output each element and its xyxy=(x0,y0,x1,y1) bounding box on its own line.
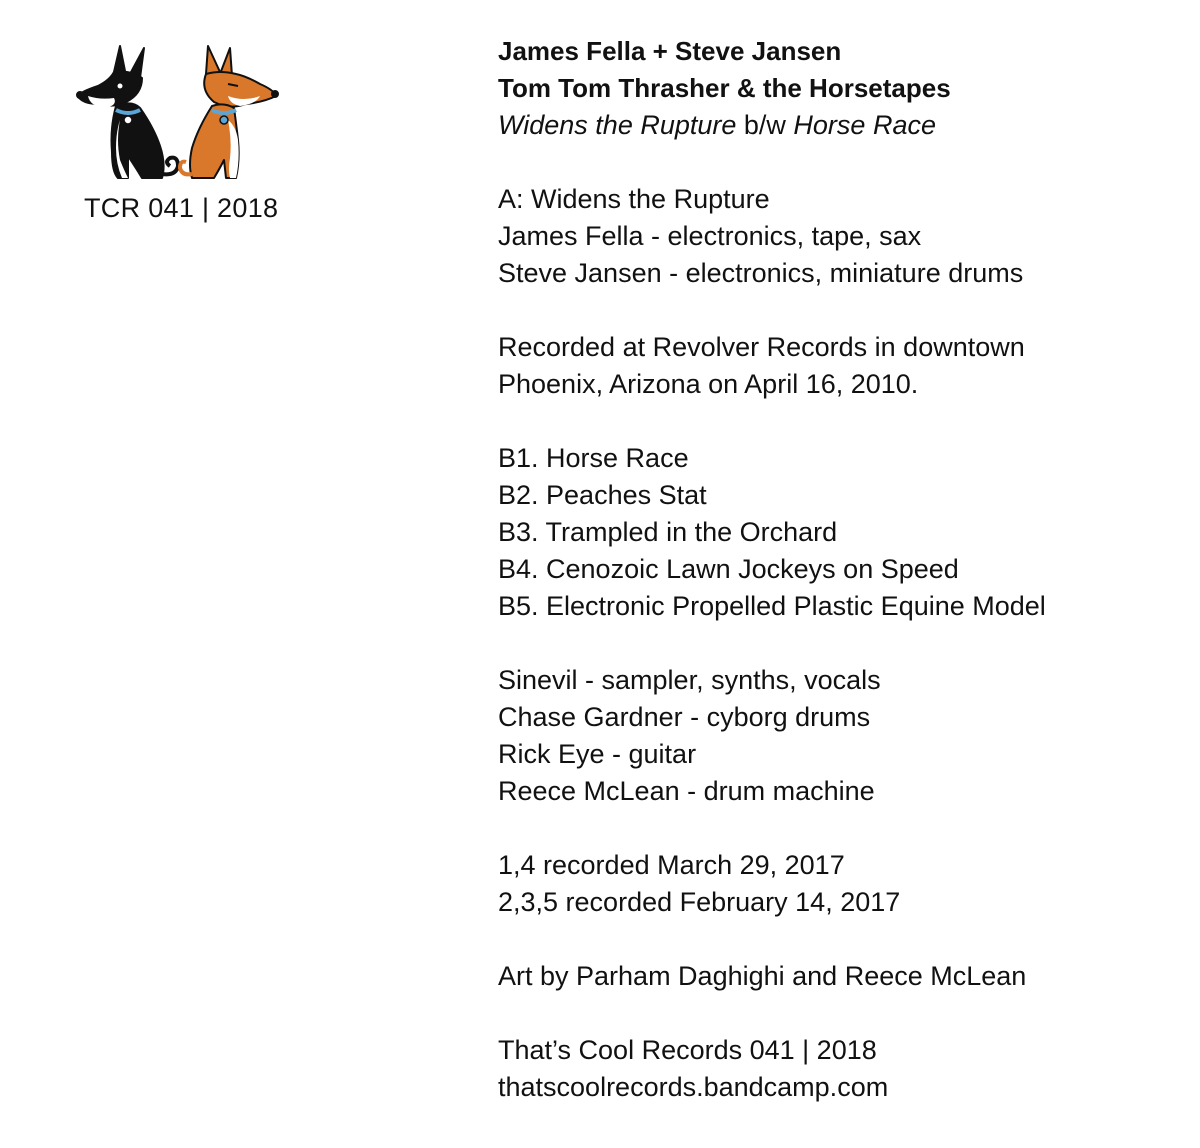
art-credit: Art by Parham Daghighi and Reece McLean xyxy=(498,961,1027,991)
catalog-number: TCR 041 | 2018 xyxy=(84,193,279,223)
recording-date: 2,3,5 recorded February 14, 2017 xyxy=(498,887,901,917)
spacer xyxy=(498,995,1188,1032)
spacer xyxy=(498,810,1188,847)
release-title xyxy=(498,107,1188,144)
side-b-credit: Rick Eye - guitar xyxy=(498,739,697,769)
recording-date: 1,4 recorded March 29, 2017 xyxy=(498,850,845,880)
spacer xyxy=(498,625,1188,662)
two-dogs-logo xyxy=(70,36,285,186)
spacer xyxy=(498,403,1188,440)
side-a-heading: A: Widens the Rupture xyxy=(498,184,770,214)
bandcamp-url: thatscoolrecords.bandcamp.com xyxy=(498,1072,889,1102)
side-b-credit: Reece McLean - drum machine xyxy=(498,776,875,806)
spacer xyxy=(498,292,1188,329)
side-a-credit: James Fella - electronics, tape, sax xyxy=(498,221,922,251)
orange-dog-icon xyxy=(180,46,278,178)
track-list-item: B3. Trampled in the Orchard xyxy=(498,517,838,547)
track-list-item: B4. Cenozoic Lawn Jockeys on Speed xyxy=(498,554,959,584)
title-separator: b/w xyxy=(736,110,794,140)
title-b: Horse Race xyxy=(793,110,936,140)
artist-line-2: Tom Tom Thrasher & the Horsetapes xyxy=(498,73,951,103)
artist-line-1: James Fella + Steve Jansen xyxy=(498,36,842,66)
side-b-credit: Sinevil - sampler, synths, vocals xyxy=(498,665,881,695)
side-a-recording-note: Phoenix, Arizona on April 16, 2010. xyxy=(498,369,919,399)
spacer xyxy=(498,144,1188,181)
spacer xyxy=(498,921,1188,958)
side-b-credit: Chase Gardner - cyborg drums xyxy=(498,702,871,732)
side-a-credit: Steve Jansen - electronics, miniature drums xyxy=(498,258,1024,288)
liner-notes xyxy=(498,33,1188,1106)
side-a-recording-note: Recorded at Revolver Records in downtown xyxy=(498,332,1025,362)
track-list-item: B1. Horse Race xyxy=(498,443,689,473)
track-list-item: B5. Electronic Propelled Plastic Equine Model xyxy=(498,591,1046,621)
label-line: That’s Cool Records 041 | 2018 xyxy=(498,1035,877,1065)
track-list-item: B2. Peaches Stat xyxy=(498,480,707,510)
title-a: Widens the Rupture xyxy=(498,110,737,140)
black-dog-icon xyxy=(77,46,178,178)
